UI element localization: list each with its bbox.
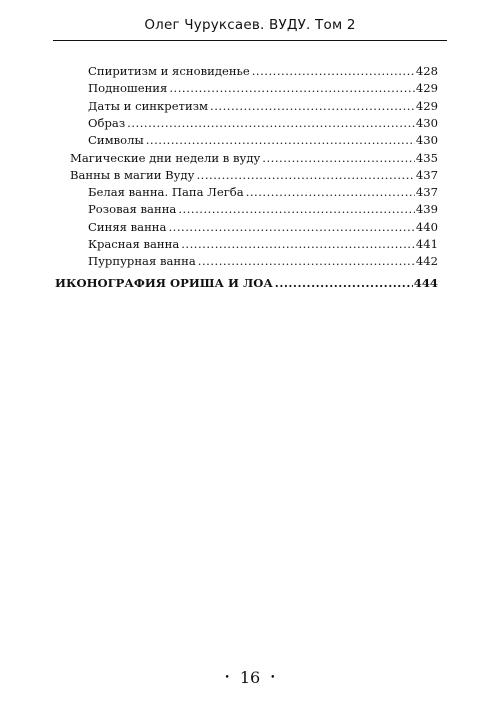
toc-entry-title: Даты и синкретизм [88,98,209,113]
toc-leader-dots [246,185,415,199]
toc-entry-title: Спиритизм и ясновиденье [88,64,250,78]
toc-entry-title: Белая ванна. Папа Легба [88,185,244,200]
toc-entry[interactable] [88,99,438,113]
toc-entry-title: Подношения [88,81,168,96]
toc-entry-page: 439 [415,202,438,217]
toc-leader-dots [181,237,415,251]
toc-entry-title: Пурпурная ванна [88,254,196,269]
toc-entry-page: 440 [415,219,438,234]
toc-entry[interactable] [88,133,438,147]
toc-leader-dots [127,116,415,130]
toc-entry[interactable] [88,220,438,234]
toc-entry-page: 430 [415,133,438,148]
toc-leader-dots [210,99,415,113]
toc-entry-section[interactable] [55,276,438,290]
toc-entry[interactable] [88,202,438,216]
page-number: 16 [239,668,261,687]
toc-entry-page: 437 [415,167,438,182]
page-folio [0,668,500,687]
toc-leader-dots [252,64,415,78]
toc-entry-title: ИКОНОГРАФИЯ ОРИША И ЛОА [55,275,273,290]
toc-leader-dots [198,254,415,268]
toc-entry-page: 442 [415,254,438,269]
toc-entry-page: 435 [415,150,438,165]
toc-entry[interactable] [70,168,438,182]
toc-leader-dots [262,151,415,165]
toc-entry[interactable] [70,151,438,165]
bullet-ornament-icon: • [224,672,230,683]
toc-entry[interactable] [88,237,438,251]
toc-leader-dots [169,81,415,95]
toc-leader-dots [146,133,415,147]
toc-entry-page: 437 [415,185,438,200]
toc-entry[interactable] [88,116,438,130]
toc-entry-title: Розовая ванна [88,202,177,217]
toc-entry-page: 444 [413,275,438,290]
toc-entry-title: Синяя ванна [88,219,167,234]
toc-entry-title: Символы [88,133,144,148]
header-rule [53,40,447,41]
toc-entry[interactable] [88,254,438,268]
toc-entry-page: 428 [415,64,438,78]
toc-entry-title: Ванны в магии Вуду [70,167,195,182]
toc-entry[interactable] [88,64,438,78]
toc-entry[interactable] [88,185,438,199]
toc-entry-title: Образ [88,115,126,130]
toc-leader-dots [196,168,414,182]
toc-leader-dots [275,276,413,290]
toc-entry-page: 429 [415,81,438,96]
toc-leader-dots [168,220,414,234]
running-head: Олег Чуруксаев. ВУДУ. Том 2 [144,17,356,33]
toc-entry-page: 429 [415,98,438,113]
toc-leader-dots [178,202,415,216]
bullet-ornament-icon: • [270,672,276,683]
toc-entry-page: 441 [415,237,438,251]
toc-entry-title: Красная ванна [88,237,180,251]
toc-entry[interactable] [88,81,438,95]
toc-entry-page: 430 [415,115,438,130]
toc-entry-title: Магические дни недели в вуду [70,150,261,165]
